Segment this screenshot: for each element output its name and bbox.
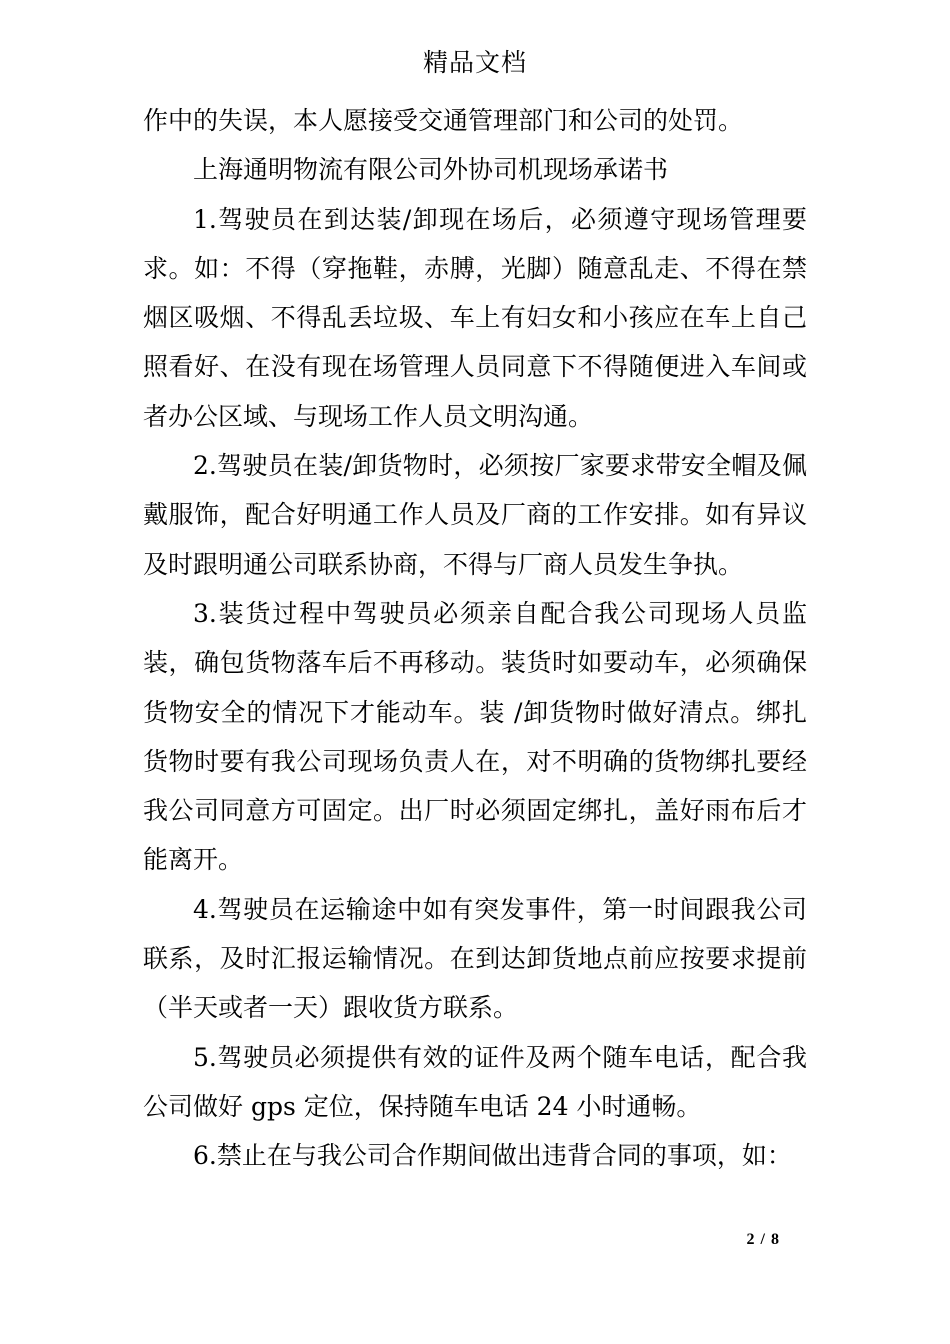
paragraph-item-1: 1.驾驶员在到达装/卸现在场后，必须遵守现场管理要求。如：不得（穿拖鞋，赤膊，光脚）随意乱走、不得在禁烟区吸烟、不得乱丢垃圾、车上有妇女和小孩应在车上自己照看好、在没有现在场管理人员同意下不得随便进入车间或者办公区域、与现场工作人员文明沟通。: [143, 204, 807, 431]
paragraph-continuation: 作中的失误，本人愿接受交通管理部门和公司的处罚。: [143, 106, 744, 135]
document-body: [143, 96, 807, 1181]
paragraph-item-4: 4.驾驶员在运输途中如有突发事件，第一时间跟我公司联系，及时汇报运输情况。在到达卸货地点前应按要求提前（半天或者一天）跟收货方联系。: [143, 894, 807, 1023]
page-number: 2 / 8: [746, 1231, 780, 1248]
paragraph-item-3: 3.装货过程中驾驶员必须亲自配合我公司现场人员监装，确包货物落车后不再移动。装货时如要动车，必须确保货物安全的情况下才能动车。装 /卸货物时做好清点。绑扎货物时要有我公司现场负责人在，对不明确的货物绑扎要经我公司同意方可固定。出厂时必须固定绑扎，盖好雨布后才能离开。: [143, 598, 807, 875]
paragraph-item-6: 6.禁止在与我公司合作期间做出违背合同的事项，如：: [193, 1141, 792, 1171]
paragraph-item-5: 5.驾驶员必须提供有效的证件及两个随车电话，配合我公司做好 gps 定位，保持随车电话 24 小时通畅。: [143, 1042, 807, 1121]
paragraph-item-2: 2.驾驶员在装/卸货物时，必须按厂家要求带安全帽及佩戴服饰，配合好明通工作人员及厂商的工作安排。如有异议及时跟明通公司联系协商，不得与厂商人员发生争执。: [143, 451, 807, 579]
document-subtitle: 上海通明物流有限公司外协司机现场承诺书: [193, 155, 669, 185]
page-header-title: 精品文档: [422, 48, 527, 77]
